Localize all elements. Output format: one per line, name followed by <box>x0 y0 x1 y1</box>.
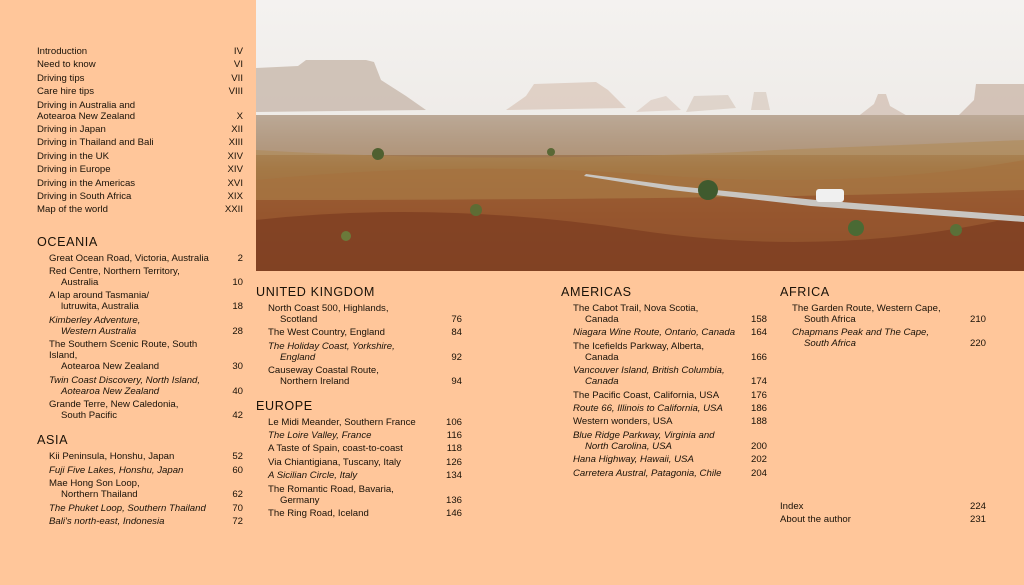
section-heading-uk: UNITED KINGDOM <box>256 285 375 299</box>
americas-list <box>561 303 767 479</box>
toc-entry[interactable] <box>573 468 767 479</box>
toc-entry-page: XII <box>231 123 243 135</box>
toc-entry-title: The Loire Valley, France <box>268 429 372 441</box>
section-heading-europe: EUROPE <box>256 398 313 413</box>
toc-entry[interactable] <box>49 339 243 372</box>
toc-entry[interactable] <box>49 478 243 500</box>
toc-entry-title: Care hire tips <box>37 86 95 98</box>
toc-entry-page: 10 <box>232 277 243 289</box>
toc-entry-title: The Romantic Road, Bavaria, Germany <box>268 483 394 506</box>
toc-entry-page: 146 <box>445 507 462 519</box>
toc-entry-page: 62 <box>232 489 243 501</box>
toc-entry-page: 134 <box>445 470 462 482</box>
toc-entry-page: 76 <box>451 314 462 325</box>
toc-entry[interactable] <box>268 430 462 441</box>
toc-entry-title: Chapmans Peak and The Cape, South Africa <box>792 327 930 350</box>
toc-entry-page: VIII <box>228 86 243 98</box>
toc-entry-title: Twin Coast Discovery, North Island, Aotearoa New Zealand <box>49 374 201 397</box>
toc-entry[interactable] <box>49 503 243 514</box>
toc-entry-title: Grande Terre, New Caledonia, South Pacific <box>49 399 179 422</box>
toc-entry[interactable] <box>573 341 767 363</box>
toc-entry-page: 188 <box>750 416 767 428</box>
toc-entry-title: Niagara Wine Route, Ontario, Canada <box>573 327 736 339</box>
back-matter-list <box>780 501 986 525</box>
toc-entry[interactable] <box>268 417 462 428</box>
toc-entry-title: Kimberley Adventure, Western Australia <box>49 314 141 337</box>
toc-entry-title: The Southern Scenic Route, South Island, Aotearoa New Zealand <box>49 339 198 373</box>
toc-entry-title: Driving tips <box>37 72 85 84</box>
toc-entry[interactable] <box>37 137 243 148</box>
back-matter <box>780 501 986 528</box>
toc-entry-title: The Cabot Trail, Nova Scotia, Canada <box>573 303 699 325</box>
section-heading-africa: AFRICA <box>780 285 830 299</box>
toc-entry-page: 200 <box>750 440 767 452</box>
oceania-list <box>37 253 243 421</box>
toc-entry[interactable] <box>37 178 243 189</box>
toc-entry-title: Blue Ridge Parkway, Virginia and North Carolina, USA <box>573 429 715 452</box>
toc-entry-page: 106 <box>445 416 462 428</box>
toc-entry[interactable] <box>780 514 986 525</box>
toc-entry[interactable] <box>573 365 767 387</box>
toc-entry-title: The Phuket Loop, Southern Thailand <box>49 502 206 514</box>
toc-entry-title: Hana Highway, Hawaii, USA <box>573 454 694 466</box>
toc-entry-page: 52 <box>232 451 243 463</box>
toc-entry-page: IV <box>233 46 243 57</box>
toc-entry-title: North Coast 500, Highlands, Scotland <box>268 303 389 325</box>
toc-entry[interactable] <box>573 327 767 338</box>
toc-entry-title: Driving in Europe <box>37 164 111 176</box>
toc-entry-page: 70 <box>232 502 243 514</box>
toc-entry-title: Kii Peninsula, Honshu, Japan <box>49 451 175 463</box>
toc-entry[interactable] <box>792 303 986 325</box>
toc-entry-page: 94 <box>451 376 462 388</box>
toc-entry-page: 220 <box>969 338 986 350</box>
toc-entry[interactable] <box>37 204 243 215</box>
toc-entry-title: A lap around Tasmania/ lutruwita, Australia <box>49 290 150 313</box>
toc-entry[interactable] <box>268 470 462 481</box>
toc-entry-title: About the author <box>780 514 851 526</box>
toc-entry-title: A Taste of Spain, coast-to-coast <box>268 443 403 455</box>
toc-entry[interactable] <box>573 390 767 401</box>
toc-entry-page: 60 <box>232 464 243 476</box>
section-heading-asia: ASIA <box>37 433 69 448</box>
toc-entry-page: XIX <box>227 190 243 202</box>
toc-entry-page: 186 <box>750 402 767 414</box>
toc-entry[interactable] <box>268 327 462 338</box>
toc-entry-page: XIV <box>227 164 243 176</box>
toc-entry-title: Driving in the Americas <box>37 177 136 189</box>
toc-entry-page: 28 <box>232 325 243 337</box>
toc-entry-page: 92 <box>451 351 462 363</box>
asia-list <box>37 451 243 527</box>
toc-entry-page: 174 <box>750 376 767 388</box>
toc-entry[interactable] <box>49 375 243 397</box>
toc-entry-title: Fuji Five Lakes, Honshu, Japan <box>49 464 184 476</box>
toc-entry-page: 202 <box>750 454 767 466</box>
toc-entry[interactable] <box>37 73 243 84</box>
toc-entry-title: Vancouver Island, British Columbia, Canada <box>573 365 725 388</box>
toc-entry[interactable] <box>573 303 767 325</box>
uk-list <box>256 303 462 387</box>
section-heading-oceania: OCEANIA <box>37 234 98 249</box>
toc-entry-title: Mae Hong Son Loop, Northern Thailand <box>49 478 140 501</box>
toc-entry-page: 158 <box>750 314 767 325</box>
toc-entry[interactable] <box>573 430 767 452</box>
toc-entry-title: Driving in Japan <box>37 123 106 135</box>
toc-entry[interactable] <box>268 341 462 363</box>
toc-entry[interactable] <box>49 290 243 312</box>
toc-column-4 <box>780 287 986 352</box>
toc-entry[interactable] <box>37 59 243 70</box>
toc-entry[interactable] <box>49 253 243 264</box>
toc-entry-page: 2 <box>237 252 243 264</box>
toc-entry-page: VII <box>231 72 243 84</box>
africa-list <box>780 303 986 349</box>
toc-entry-title: Le Midi Meander, Southern France <box>268 416 416 428</box>
toc-entry[interactable] <box>268 443 462 454</box>
toc-entry[interactable] <box>573 416 767 427</box>
toc-entry[interactable] <box>780 501 986 512</box>
toc-entry-page: VI <box>233 59 243 71</box>
toc-entry[interactable] <box>37 164 243 175</box>
toc-entry-page: 118 <box>446 443 462 455</box>
toc-entry[interactable] <box>268 508 462 519</box>
toc-entry[interactable] <box>573 403 767 414</box>
toc-entry-title: Red Centre, Northern Territory, Australia <box>49 266 180 289</box>
toc-entry[interactable] <box>37 191 243 202</box>
toc-entry[interactable] <box>268 457 462 468</box>
toc-entry-title: Western wonders, USA <box>573 416 673 428</box>
toc-entry-page: XVI <box>227 177 243 189</box>
toc-entry[interactable] <box>37 124 243 135</box>
toc-entry-title: Driving in Thailand and Bali <box>37 137 154 149</box>
toc-entry-page: 176 <box>750 389 767 401</box>
toc-column-3 <box>561 287 767 481</box>
toc-entry-title: The Ring Road, Iceland <box>268 507 369 519</box>
toc-entry-title: Introduction <box>37 46 88 57</box>
toc-entry-title: Causeway Coastal Route, Northern Ireland <box>268 365 379 388</box>
toc-entry-title: Bali's north-east, Indonesia <box>49 515 165 527</box>
toc-entry-title: Driving in the UK <box>37 150 109 162</box>
toc-entry-page: 116 <box>446 429 462 441</box>
toc-entry-page: 231 <box>969 514 986 526</box>
toc-entry-title: The Garden Route, Western Cape, South Africa <box>792 303 941 325</box>
toc-entry[interactable] <box>268 303 462 325</box>
toc-entry-title: Need to know <box>37 59 96 71</box>
toc-entry-page: XIII <box>228 137 243 149</box>
toc-entry[interactable] <box>37 100 243 122</box>
toc-entry-title: Great Ocean Road, Victoria, Australia <box>49 252 209 264</box>
toc-entry-page: 40 <box>232 385 243 397</box>
section-heading-americas: AMERICAS <box>561 285 632 299</box>
toc-entry[interactable] <box>268 484 462 506</box>
toc-entry-page: 30 <box>232 361 243 373</box>
toc-entry[interactable] <box>37 151 243 162</box>
toc-entry-page: 204 <box>750 467 767 479</box>
toc-entry-title: The Holiday Coast, Yorkshire, England <box>268 340 395 363</box>
europe-list <box>256 417 462 519</box>
toc-entry[interactable] <box>49 399 243 421</box>
toc-entry[interactable] <box>37 86 243 97</box>
toc-entry-page: 224 <box>969 501 986 512</box>
toc-entry-title: The Icefields Parkway, Alberta, Canada <box>573 340 704 363</box>
landscape-photo <box>256 0 1024 271</box>
toc-entry-title: Route 66, Illinois to California, USA <box>573 402 723 414</box>
toc-entry-page: 164 <box>750 327 767 339</box>
toc-entry[interactable] <box>49 266 243 288</box>
toc-entry[interactable] <box>37 46 243 57</box>
toc-entry-title: The West Country, England <box>268 327 385 339</box>
toc-entry-page: 42 <box>232 410 243 422</box>
toc-column-2 <box>256 287 462 521</box>
toc-entry-page: 136 <box>445 494 462 506</box>
toc-entry[interactable] <box>268 365 462 387</box>
toc-entry-title: Map of the world <box>37 204 108 216</box>
toc-entry-page: 126 <box>445 456 462 468</box>
toc-entry-page: 18 <box>232 301 243 313</box>
toc-entry-page: XIV <box>227 150 243 162</box>
toc-entry[interactable] <box>792 327 986 349</box>
toc-entry-page: 166 <box>750 351 767 363</box>
toc-entry-page: X <box>236 110 243 122</box>
toc-entry[interactable] <box>49 516 243 527</box>
toc-entry-title: Carretera Austral, Patagonia, Chile <box>573 467 722 479</box>
toc-entry-page: XXII <box>224 204 243 216</box>
toc-entry-title: The Pacific Coast, California, USA <box>573 389 720 401</box>
toc-entry-title: Index <box>780 501 804 512</box>
toc-entry-page: 210 <box>969 314 986 325</box>
toc-entry[interactable] <box>49 465 243 476</box>
toc-entry[interactable] <box>573 454 767 465</box>
front-matter-list <box>37 46 243 215</box>
toc-entry[interactable] <box>49 451 243 462</box>
toc-entry[interactable] <box>49 315 243 337</box>
toc-entry-title: A Sicilian Circle, Italy <box>268 470 358 482</box>
toc-column-1 <box>37 46 243 529</box>
toc-entry-page: 72 <box>232 515 243 527</box>
toc-entry-title: Driving in South Africa <box>37 190 132 202</box>
toc-entry-title: Via Chiantigiana, Tuscany, Italy <box>268 456 401 468</box>
toc-entry-page: 84 <box>451 327 462 339</box>
toc-entry-title: Driving in Australia and Aotearoa New Zealand <box>37 99 136 122</box>
